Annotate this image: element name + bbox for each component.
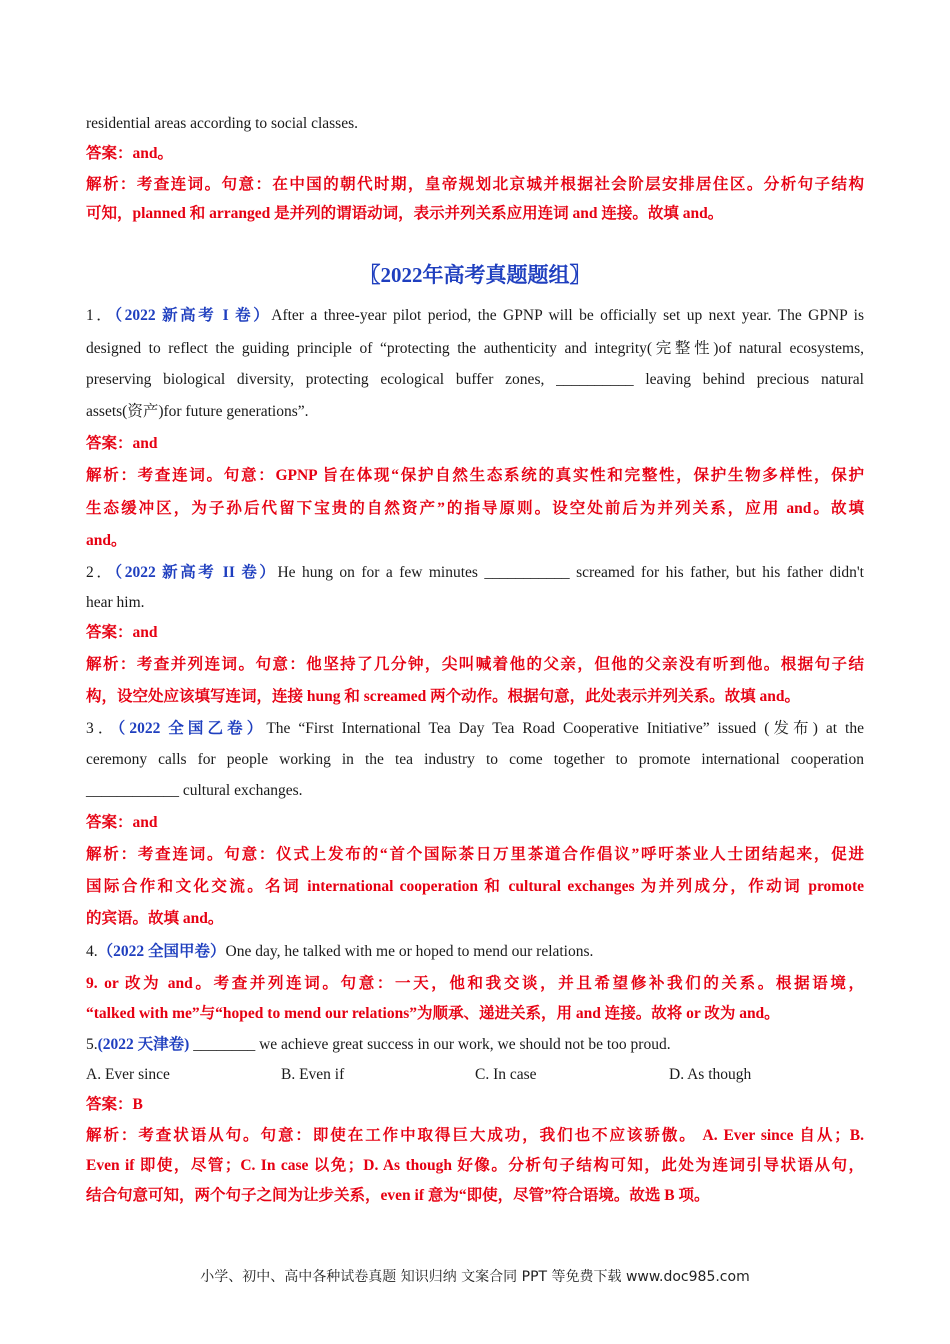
question-2-answer: 答案：and bbox=[86, 624, 158, 641]
question-text: After a three-year pilot period, the GPNP will be officially set up next year. The GPNP is bbox=[271, 307, 864, 324]
intro-explanation-line: 解析：考查连词。句意：在中国的朝代时期，皇帝规划北京城并根据社会阶层安排居住区。分析句子结构 bbox=[86, 176, 864, 193]
question-5-explanation: 解析：考查状语从句。句意：即使在工作中取得巨大成功，我们也不应该骄傲。 A. Ever since 自从；B. bbox=[86, 1127, 864, 1144]
question-3-explanation: 解析：考查连词。句意：仪式上发布的“首个国际茶日万里茶道合作倡议”呼吁茶业人士团结起来，促进 bbox=[86, 846, 864, 863]
question-3-answer: 答案：and bbox=[86, 814, 158, 831]
question-number: 2． bbox=[86, 564, 115, 581]
question-text: He hung on for a few minutes ___________ screamed for his father, but his father didn't bbox=[277, 564, 864, 581]
question-1-line: designed to reflect the guiding principle of “protecting the authenticity and integrity(完整性)of natural ecosystems, bbox=[86, 340, 864, 357]
question-5-options bbox=[86, 1065, 864, 1085]
question-3-line: ceremony calls for people working in the tea industry to come together to promote international cooperation bbox=[86, 751, 864, 768]
question-5-explanation: 结合句意可知，两个句子之间为让步关系，even if 意为“即使，尽管”符合语境。故选 B 项。 bbox=[86, 1187, 710, 1204]
question-1-explanation: and。 bbox=[86, 532, 127, 549]
option-d: D. As though bbox=[669, 1066, 752, 1083]
question-source: （2022 全国乙卷） bbox=[117, 720, 267, 737]
section-title: 〖2022年高考真题题组〗 bbox=[359, 263, 591, 287]
question-3-explanation: 的宾语。故填 and。 bbox=[86, 910, 224, 927]
question-1-line: preserving biological diversity, protecting ecological buffer zones, __________ leaving behind precious natural bbox=[86, 371, 864, 388]
question-4-explanation: 9. or 改为 and。考查并列连词。句意：一天，他和我交谈，并且希望修补我们的关系。根据语境， bbox=[86, 975, 864, 992]
question-source: （2022 新高考 II 卷） bbox=[114, 564, 278, 581]
question-1-answer: 答案：and bbox=[86, 435, 158, 452]
question-3-line: ____________ cultural exchanges. bbox=[86, 782, 303, 799]
question-2-line bbox=[86, 563, 864, 583]
question-1-line bbox=[86, 306, 864, 326]
question-number: 1． bbox=[86, 307, 115, 324]
question-1-explanation: 解析：考查连词。句意：GPNP 旨在体现“保护自然生态系统的真实性和完整性，保护生物多样性，保护 bbox=[86, 467, 864, 484]
option-a: A. Ever since bbox=[86, 1066, 170, 1083]
question-4-explanation: “talked with me”与“hoped to mend our relations”为顺承、递进关系，用 and 连接。故将 or 改为 and。 bbox=[86, 1005, 780, 1022]
question-number: 3． bbox=[86, 720, 118, 737]
question-5-explanation: Even if 即使，尽管；C. In case 以免；D. As though 好像。分析句子结构可知，此处为连词引导状语从句， bbox=[86, 1157, 864, 1174]
question-4-line bbox=[86, 942, 864, 962]
question-2-line: hear him. bbox=[86, 594, 145, 611]
intro-explanation-line: 可知，planned 和 arranged 是并列的谓语动词，表示并列关系应用连词 and 连接。故填 and。 bbox=[86, 205, 724, 222]
page-footer: 小学、初中、高中各种试卷真题 知识归纳 文案合同 PPT 等免费下载 www.doc985.com bbox=[200, 1269, 750, 1285]
question-text: ________ we achieve great success in our work, we should not be too proud. bbox=[189, 1036, 671, 1053]
question-text: The “First International Tea Day Tea Road Cooperative Initiative” issued (发布) at the bbox=[266, 720, 864, 737]
question-3-line bbox=[86, 719, 864, 739]
question-source: (2022 天津卷) bbox=[97, 1036, 190, 1053]
intro-answer: 答案：and。 bbox=[86, 145, 173, 162]
question-1-line: assets(资产)for future generations”. bbox=[86, 403, 309, 420]
question-number: 4. bbox=[86, 943, 98, 960]
question-5-line bbox=[86, 1035, 864, 1055]
question-2-explanation: 解析：考查并列连词。句意：他坚持了几分钟，尖叫喊着他的父亲，但他的父亲没有听到他。根据句子结 bbox=[86, 656, 864, 673]
question-2-explanation: 构，设空处应该填写连词，连接 hung 和 screamed 两个动作。根据句意，此处表示并列关系。故填 and。 bbox=[86, 688, 801, 705]
option-c: C. In case bbox=[475, 1066, 537, 1083]
question-5-answer: 答案：B bbox=[86, 1096, 143, 1113]
question-source: （2022 全国甲卷） bbox=[97, 943, 226, 960]
option-b: B. Even if bbox=[281, 1066, 345, 1083]
question-text: One day, he talked with me or hoped to mend our relations. bbox=[225, 943, 594, 960]
question-source: （2022 新高考 I 卷） bbox=[114, 307, 272, 324]
question-3-explanation: 国际合作和文化交流。名词 international cooperation 和 cultural exchanges 为并列成分，作动词 promote bbox=[86, 878, 864, 895]
question-number: 5. bbox=[86, 1036, 98, 1053]
question-1-explanation: 生态缓冲区，为子孙后代留下宝贵的自然资产”的指导原则。设空处前后为并列关系，应用 and。故填 bbox=[86, 500, 864, 517]
intro-text: residential areas according to social classes. bbox=[86, 115, 358, 132]
